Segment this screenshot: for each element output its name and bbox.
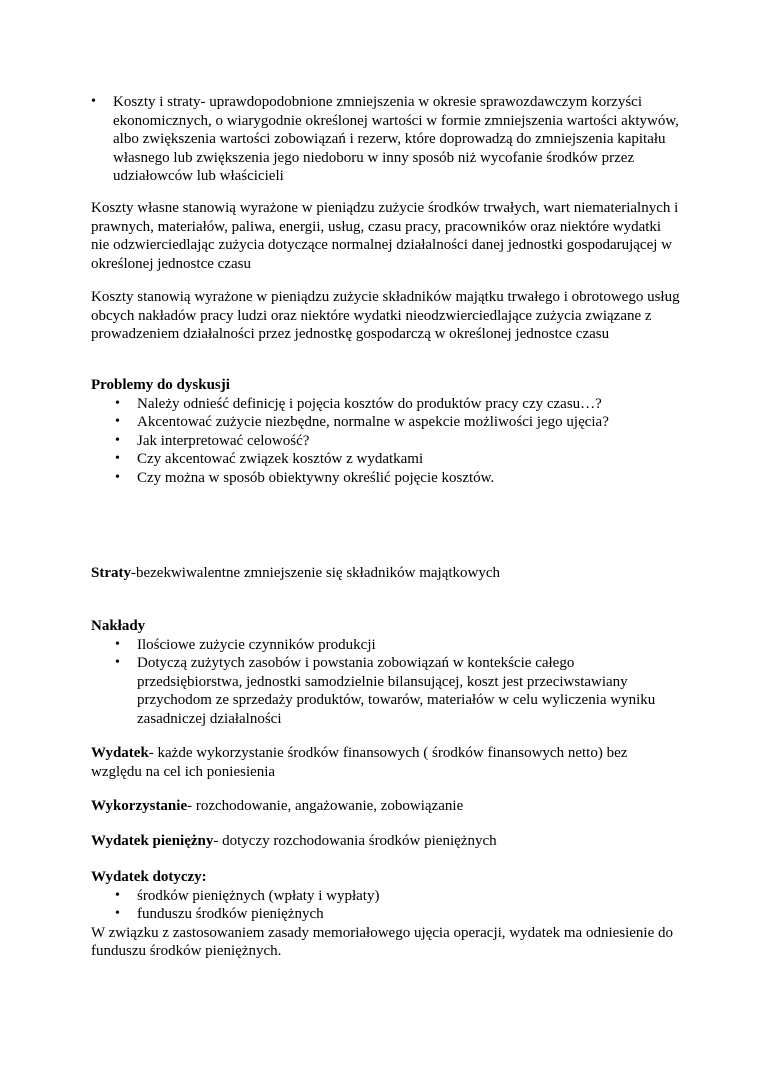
straty-definition: -bezekwiwalentne zmniejszenie się składników majątkowych (131, 565, 501, 581)
list-item: • Czy akcentować związek kosztów z wydatkami (115, 450, 681, 469)
naklady-heading: Nakłady (91, 618, 146, 634)
wydatek-dotyczy-section (91, 868, 681, 961)
naklady-list (115, 636, 681, 729)
wydatek-pieniezny-term: Wydatek pieniężny (91, 833, 214, 849)
wydatek-dotyczy-closing: W związku z zastosowaniem zasady memoriałowego ujęcia operacji, wydatek ma odniesienie do funduszu środków pieniężnych. (91, 924, 674, 960)
koszty-wlasne-paragraph: Koszty własne stanowią wyrażone w pieniądzu zużycie środków trwałych, wart niematerialnych i prawnych, materiałów, paliwa, energii, usług, czasu pracy, pracowników oraz niektóre wydatki nie odzwierciedlając zużycia dotyczące normalnej działalności danej jednostki gospodarującej w określonej jednostce czasu (91, 200, 679, 272)
problemy-list (115, 395, 681, 488)
list-item: • Akcentować zużycie niezbędne, normalne w aspekcie możliwości jego ujęcia? (115, 413, 681, 432)
problemy-heading: Problemy do dyskusji (91, 377, 230, 393)
problemy-section (91, 376, 681, 488)
wydatek-dotyczy-heading: Wydatek dotyczy: (91, 869, 207, 885)
list-item: • Czy można w sposób obiektywny określić pojęcie kosztów. (115, 469, 681, 488)
intro-bullet-list (91, 93, 681, 186)
wydatek-pieniezny-definition: - dotyczy rozchodowania środków pieniężnych (213, 833, 497, 849)
list-item: • Należy odnieść definicję i pojęcia kosztów do produktów pracy czy czasu…? (115, 395, 681, 414)
intro-bullet-section (91, 93, 681, 186)
list-item: • Jak interpretować celowość? (115, 432, 681, 451)
list-item: • Ilościowe zużycie czynników produkcji (115, 636, 681, 655)
list-item: • Dotyczą zużytych zasobów i powstania zobowiązań w kontekście całego przedsiębiorstwa, jednostki samodzielnie bilansującej, koszt jest przeciwstawiany przychodom ze sprzedaży produktów, towarów, materiałów w celu wyliczenia wyniku zasadniczej działalności (115, 654, 681, 728)
straty-term: Straty (91, 565, 131, 581)
list-item: • funduszu środków pieniężnych (115, 905, 681, 924)
wydatek-pieniezny-paragraph (91, 832, 681, 851)
list-item: • środków pieniężnych (wpłaty i wypłaty) (115, 887, 681, 906)
wydatek-dotyczy-list (115, 887, 681, 924)
wykorzystanie-paragraph (91, 797, 681, 816)
list-item: • Koszty i straty- uprawdopodobnione zmniejszenia w okresie sprawozdawczym korzyści ekonomicznych, o wiarygodnie określonej wartości w formie zmniejszenia wartości aktywów, albo zwiększenia wartości zobowiązań i rezerw, które doprowadzą do zmniejszenia kapitału własnego lub zwiększenia jego niedoboru w inny sposób niż wycofanie środków przez udziałowców lub właścicieli (91, 93, 681, 186)
wykorzystanie-term: Wykorzystanie (91, 798, 188, 814)
wydatek-definition: - każde wykorzystanie środków finansowych ( środków finansowych netto) bez względu na cel ich poniesienia (91, 745, 628, 780)
straty-paragraph (91, 564, 681, 583)
wydatek-paragraph (91, 744, 681, 781)
naklady-section (91, 617, 681, 729)
koszty-paragraph: Koszty stanowią wyrażone w pieniądzu zużycie składników majątku trwałego i obrotowego usług obcych nakładów pracy ludzi oraz niektóre wydatki nieodzwierciedlające zużycia związane z prowadzeniem działalności przez jednostkę gospodarczą w określonej jednostce czasu (91, 289, 680, 343)
wykorzystanie-definition: - rozchodowanie, angażowanie, zobowiązanie (187, 798, 464, 814)
wydatek-term: Wydatek (91, 745, 149, 761)
